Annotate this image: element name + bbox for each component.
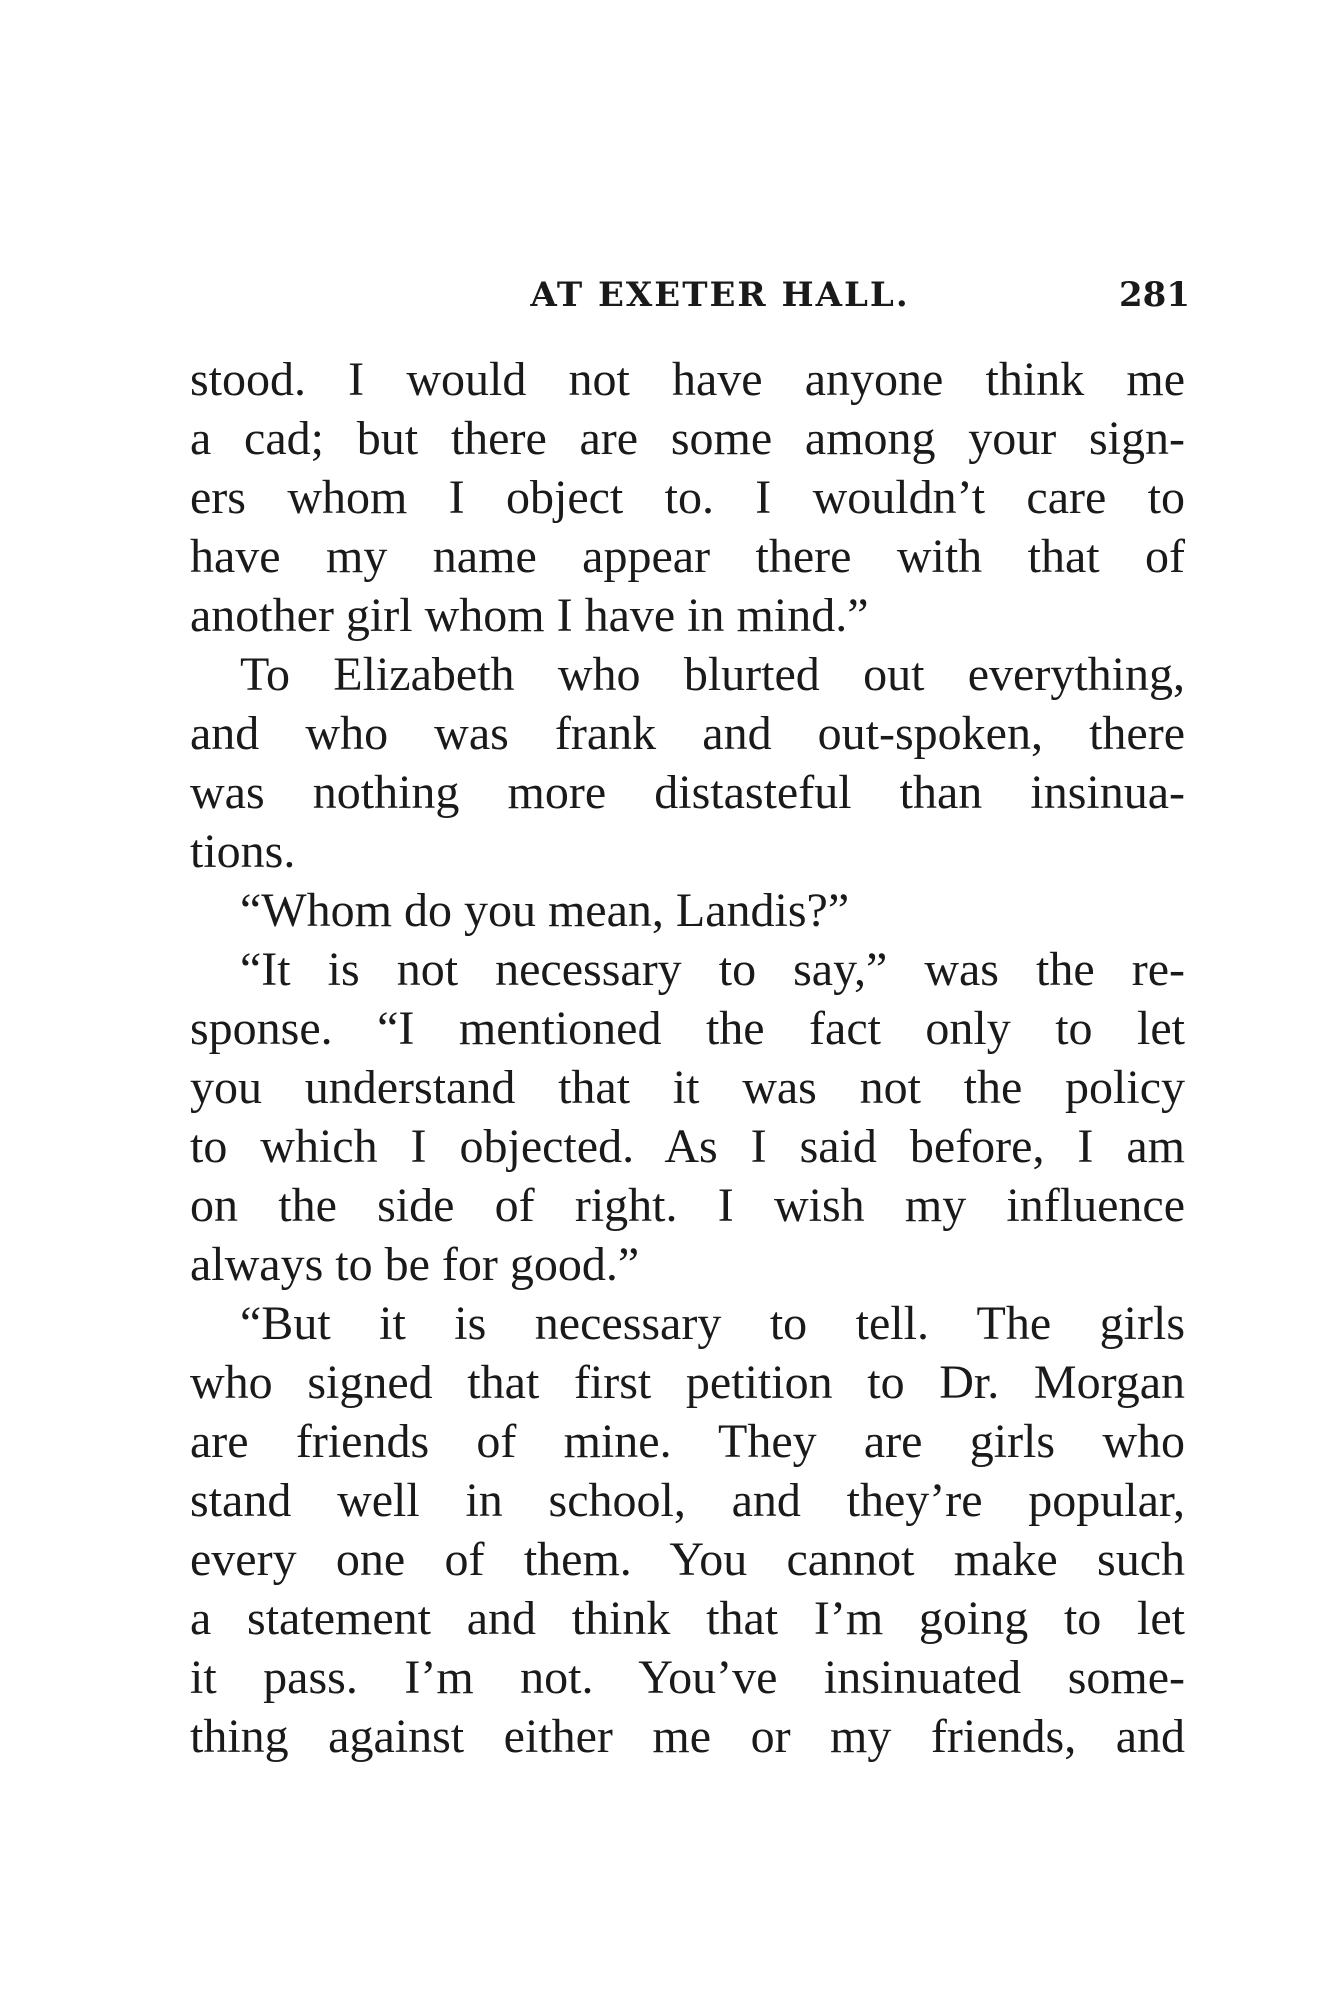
page-number: 281 (1119, 275, 1190, 315)
text-line: are friends of mine. They are girls who (190, 1415, 1185, 1468)
text-line: it pass. I’m not. You’ve insinuated some- (190, 1651, 1185, 1704)
text-line: sponse. “I mentioned the fact only to let (190, 1002, 1185, 1055)
text-line: “Whom do you mean, Landis?” (240, 884, 850, 937)
text-line: to which I objected. As I said before, I am (190, 1120, 1185, 1173)
text-line: and who was frank and out-spoken, there (190, 707, 1185, 760)
text-line: another girl whom I have in mind.” (190, 589, 869, 642)
text-line: a cad; but there are some among your sign- (190, 412, 1185, 465)
text-line: stood. I would not have anyone think me (190, 353, 1185, 406)
text-line: you understand that it was not the policy (190, 1061, 1185, 1114)
text-line: thing against either me or my friends, and (190, 1710, 1185, 1763)
text-line: a statement and think that I’m going to let (190, 1592, 1185, 1645)
running-head (190, 270, 1190, 320)
text-line: To Elizabeth who blurted out everything, (240, 648, 1185, 701)
text-line: stand well in school, and they’re popular, (190, 1474, 1185, 1527)
text-line: every one of them. You cannot make such (190, 1533, 1185, 1586)
text-line: on the side of right. I wish my influence (190, 1179, 1185, 1232)
text-line: ers whom I object to. I wouldn’t care to (190, 471, 1185, 524)
text-line: “It is not necessary to say,” was the re- (240, 943, 1185, 996)
running-title: AT EXETER HALL. (530, 275, 910, 315)
text-line: who signed that first petition to Dr. Morgan (190, 1356, 1185, 1409)
text-line: have my name appear there with that of (190, 530, 1185, 583)
text-line: tions. (190, 825, 296, 878)
text-line: “But it is necessary to tell. The girls (240, 1297, 1185, 1350)
body-text (190, 350, 1185, 1766)
text-line: always to be for good.” (190, 1238, 640, 1291)
text-line: was nothing more distasteful than insinua- (190, 766, 1185, 819)
